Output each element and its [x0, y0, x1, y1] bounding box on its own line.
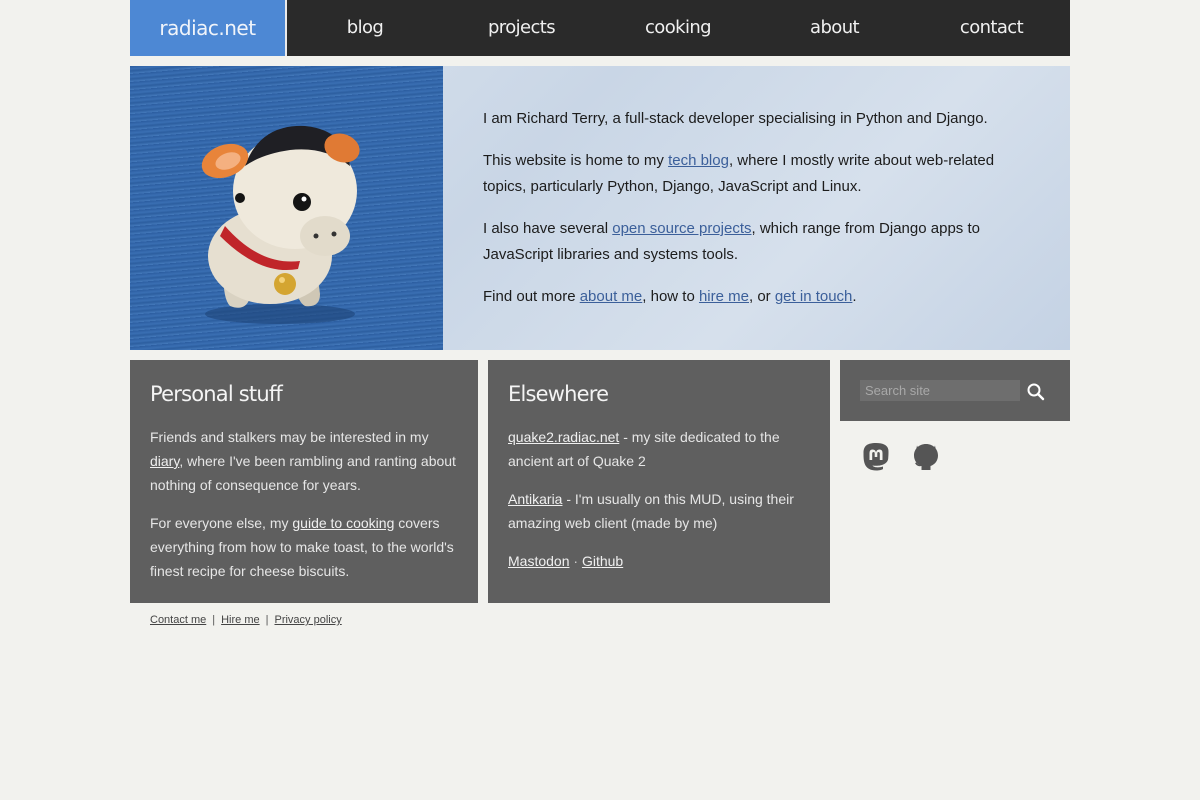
site-logo-link[interactable]: radiac.net [130, 0, 285, 56]
github-link[interactable]: Github [581, 553, 624, 569]
quake2-link[interactable]: quake2.radiac.net [508, 429, 620, 445]
text-fragment: For everyone else, my [150, 515, 293, 531]
hero-paragraph-2 [483, 148, 1028, 200]
dot-separator: · [569, 553, 582, 569]
footer-links [150, 614, 342, 626]
plush-toy-illustration [130, 66, 443, 350]
tech-blog-link[interactable]: tech blog [668, 152, 729, 169]
hero-paragraph-1: I am Richard Terry, a full-stack developer specialising in Python and Django. [483, 110, 988, 127]
text-fragment: , which range from Django apps to JavaScript libraries and systems tools. [483, 220, 980, 263]
diary-link[interactable]: diary [150, 453, 180, 469]
personal-stuff-heading: Personal stuff [150, 382, 283, 406]
open-source-projects-link[interactable]: open source projects [612, 220, 752, 237]
search-panel [840, 360, 1070, 421]
personal-paragraph-1 [150, 425, 462, 497]
elsewhere-item-antikaria [508, 487, 813, 535]
hero-paragraph-3 [483, 216, 1028, 268]
text-fragment: - my site dedicated to the ancient art of Quake 2 [508, 429, 780, 469]
elsewhere-item-quake2 [508, 425, 813, 473]
elsewhere-heading: Elsewhere [508, 382, 609, 406]
personal-stuff-panel [130, 360, 478, 603]
nav-item-projects[interactable]: projects [487, 17, 556, 38]
mastodon-link[interactable]: Mastodon [508, 553, 570, 569]
personal-paragraph-2 [150, 511, 462, 583]
nav-item-about[interactable]: about [810, 17, 859, 38]
footer-divider: | [265, 614, 269, 626]
guide-to-cooking-link[interactable]: guide to cooking [292, 515, 395, 531]
elsewhere-panel [488, 360, 830, 603]
footer-hire-link[interactable]: Hire me [221, 614, 260, 626]
personal-stuff-body [150, 425, 462, 597]
about-me-link[interactable]: about me [579, 288, 643, 305]
elsewhere-item-social [508, 549, 813, 573]
text-fragment: , or [749, 288, 775, 305]
hire-me-link[interactable]: hire me [698, 288, 749, 305]
footer-contact-link[interactable]: Contact me [150, 614, 207, 626]
search-icon[interactable] [1026, 382, 1046, 402]
text-fragment: , how to [642, 288, 699, 305]
hero-panel [130, 66, 1070, 350]
antikaria-link[interactable]: Antikaria [508, 491, 563, 507]
text-fragment: This website is home to my [483, 152, 669, 169]
github-icon-graphic [910, 441, 942, 473]
text-fragment: I also have several [483, 220, 613, 237]
mastodon-icon-graphic [860, 441, 892, 473]
text-fragment: - I'm usually on this MUD, using their amazing web client (made by me) [508, 491, 794, 531]
elsewhere-body [508, 425, 813, 587]
text-fragment: , where I've been rambling and ranting about nothing of consequence for years. [150, 453, 456, 493]
text-fragment: covers everything from how to make toast, to the world's finest recipe for cheese biscuits. [150, 515, 454, 579]
text-fragment: , where I mostly write about web-related topics, particularly Python, Django, JavaScript and Linux. [483, 152, 995, 195]
nav-item-contact[interactable]: contact [959, 17, 1024, 38]
text-fragment: . [852, 288, 857, 305]
text-fragment: Friends and stalkers may be interested in my [150, 429, 429, 445]
nav-item-cooking[interactable]: cooking [645, 17, 711, 38]
github-icon[interactable] [910, 441, 942, 473]
mastodon-icon[interactable] [860, 441, 892, 473]
plush-toy-photo [130, 66, 443, 350]
text-fragment: Find out more [483, 288, 580, 305]
footer-divider: | [212, 614, 216, 626]
search-input[interactable] [860, 380, 1020, 401]
get-in-touch-link[interactable]: get in touch [774, 288, 853, 305]
hero-intro-text [483, 106, 1028, 326]
hero-paragraph-4 [483, 284, 1028, 310]
nav-item-blog[interactable]: blog [346, 17, 384, 38]
footer-privacy-link[interactable]: Privacy policy [274, 614, 342, 626]
top-nav [130, 0, 1070, 56]
